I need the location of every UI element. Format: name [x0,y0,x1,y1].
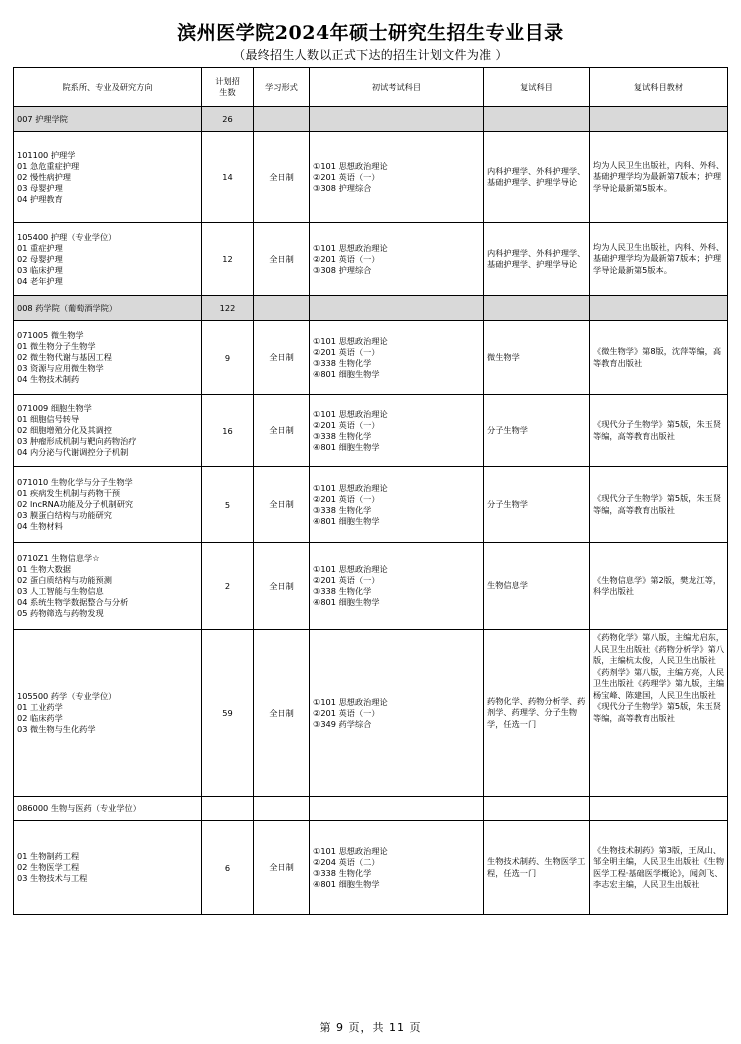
program-mode: 全日制 [254,132,310,223]
empty-cell [590,797,728,821]
direction-item: 04 老年护理 [17,275,63,286]
program-retest-books: 《药物化学》第八版，主编尤启东，人民卫生出版社《药物分析学》第八版，主编杭太俊，人民卫生出版社《药剂学》第八版，主编方亮，人民卫生出版社《药理学》第九版，主编杨宝峰、陈建国，人民卫生出版社《现代分子生物学》第5版，朱玉贤等编，高等教育出版社 [590,630,728,797]
program-plan: 12 [202,223,254,296]
program-retest-books: 均为人民卫生出版社，内科、外科、基础护理学均为最新第7版本；护理学导论最新第5版本。 [590,223,728,296]
program-retest-books: 《微生物学》第8版，沈萍等编，高等教育出版社 [590,321,728,395]
exam-subject: ②201 英语（一） [313,419,380,430]
program-mode: 全日制 [254,630,310,797]
exam-subject: ③308 护理综合 [313,182,372,193]
program-title: 0710Z1 生物信息学☆ [17,553,100,563]
program-plan: 16 [202,395,254,467]
program-retest-subjects: 药物化学、药物分析学、药剂学、药理学、分子生物学，任选一门 [484,630,590,797]
exam-subject: ②201 英语（一） [313,346,380,357]
empty-cell [590,296,728,321]
header-mode: 学习形式 [254,68,310,107]
page-subtitle: （最终招生人数以正式下达的招生计划文件为准 ） [233,48,508,62]
section-plan: 26 [202,107,254,132]
program-plan: 5 [202,467,254,543]
program-plan: 6 [202,821,254,915]
program-directions [14,321,202,395]
direction-item: 04 内分泌与代谢调控分子机制 [17,447,129,457]
program-retest-subjects: 分子生物学 [484,467,590,543]
empty-cell [310,797,484,821]
subheader-row [14,797,728,821]
direction-item: 01 疾病发生机制与药物干预 [17,488,121,498]
program-plan: 59 [202,630,254,797]
program-title: 105400 护理（专业学位） [17,231,117,242]
program-directions [14,630,202,797]
program-mode: 全日制 [254,321,310,395]
direction-item: 02 蛋白质结构与功能预测 [17,575,112,585]
exam-subject: ③349 药学综合 [313,718,372,729]
exam-subject: ④801 细胞生物学 [313,368,380,379]
catalog-table [13,67,728,915]
exam-subject: ③338 生物化学 [313,357,372,368]
program-retest-books: 《生物信息学》第2版，樊龙江等，科学出版社 [590,543,728,630]
section-plan: 122 [202,296,254,321]
program-plan: 2 [202,543,254,630]
empty-cell [254,296,310,321]
exam-subject: ②201 英语（一） [313,171,380,182]
exam-subject: ①101 思想政治理论 [313,242,388,253]
program-retest-books: 《现代分子生物学》第5版，朱玉贤等编，高等教育出版社 [590,467,728,543]
program-mode: 全日制 [254,821,310,915]
direction-item: 04 护理教育 [17,193,63,204]
direction-item: 03 资源与应用微生物学 [17,363,104,373]
direction-item: 03 临床护理 [17,264,63,275]
empty-cell [590,107,728,132]
program-retest-subjects: 生物信息学 [484,543,590,630]
program-retest-books: 《生物技术制药》第3版，王凤山、邹全明主编，人民卫生出版社《生物医学工程·基础医学概论》，闻剑飞、李志宏主编，人民卫生出版社 [590,821,728,915]
program-exam-subjects [310,543,484,630]
exam-subject: ②201 英语（一） [313,707,380,718]
program-title: 071009 细胞生物学 [17,403,92,413]
section-row [14,107,728,132]
program-row [14,321,728,395]
header-dept: 院系所、专业及研究方向 [14,68,202,107]
program-mode: 全日制 [254,543,310,630]
exam-subject: ①101 思想政治理论 [313,160,388,171]
direction-item: 02 生物医学工程 [17,862,80,872]
exam-subject: ①101 思想政治理论 [313,335,388,346]
section-name: 007 护理学院 [14,107,202,132]
program-retest-subjects: 生物技术制药、生物医学工程，任选一门 [484,821,590,915]
program-exam-subjects [310,630,484,797]
program-directions [14,821,202,915]
empty-cell [484,797,590,821]
section-row [14,296,728,321]
header-retest: 复试科目 [484,68,590,107]
table-header-row [14,68,728,107]
program-directions [14,543,202,630]
program-title: 105500 药学（专业学位） [17,691,117,701]
exam-subject: ②201 英语（一） [313,575,380,585]
exam-subject: ①101 思想政治理论 [313,482,388,493]
page-footer: 第 9 页，共 11 页 [319,1021,422,1034]
program-directions [14,223,202,296]
direction-item: 01 工业药学 [17,702,63,712]
program-retest-subjects: 内科护理学、外科护理学、基础护理学、护理学导论 [484,132,590,223]
program-mode: 全日制 [254,395,310,467]
program-retest-subjects: 微生物学 [484,321,590,395]
program-retest-subjects: 分子生物学 [484,395,590,467]
header-books: 复试科目教材 [590,68,728,107]
exam-subject: ①101 思想政治理论 [313,696,388,707]
section-name: 008 药学院（葡萄酒学院） [14,296,202,321]
exam-subject: ①101 思想政治理论 [313,845,388,856]
direction-item: 01 生物大数据 [17,564,71,574]
program-mode: 全日制 [254,467,310,543]
program-title: 071010 生物化学与分子生物学 [17,477,133,487]
direction-item: 05 药物筛选与药物发现 [17,608,104,618]
direction-item: 02 母婴护理 [17,253,63,264]
program-row [14,395,728,467]
direction-item: 01 微生物分子生物学 [17,341,96,351]
direction-item: 03 微生物与生化药学 [17,724,96,734]
program-plan: 14 [202,132,254,223]
exam-subject: ③338 生物化学 [313,867,372,878]
program-row [14,630,728,797]
program-retest-books: 《现代分子生物学》第5版，朱玉贤等编，高等教育出版社 [590,395,728,467]
program-plan: 9 [202,321,254,395]
empty-cell [484,296,590,321]
direction-item: 04 生物技术制药 [17,374,80,384]
program-directions [14,467,202,543]
subheader-name: 086000 生物与医药（专业学位） [14,797,202,821]
direction-item: 02 慢性病护理 [17,171,71,182]
program-exam-subjects [310,223,484,296]
program-exam-subjects [310,821,484,915]
empty-cell [202,797,254,821]
exam-subject: ②204 英语（二） [313,856,380,867]
program-exam-subjects [310,132,484,223]
empty-cell [310,107,484,132]
direction-item: 04 系统生物学数据整合与分析 [17,597,129,607]
empty-cell [484,107,590,132]
exam-subject: ④801 细胞生物学 [313,878,380,889]
exam-subject: ④801 细胞生物学 [313,597,380,607]
program-retest-subjects: 内科护理学、外科护理学、基础护理学、护理学导论 [484,223,590,296]
program-row [14,132,728,223]
exam-subject: ①101 思想政治理论 [313,564,388,574]
direction-item: 03 生物技术与工程 [17,873,88,883]
direction-item: 03 人工智能与生物信息 [17,586,104,596]
exam-subject: ③338 生物化学 [313,430,372,441]
program-title: 071005 微生物学 [17,330,84,340]
direction-item: 01 细胞信号转导 [17,414,80,424]
exam-subject: ④801 细胞生物学 [313,515,380,526]
direction-item: 04 生物材料 [17,521,63,531]
direction-item: 02 微生物代谢与基因工程 [17,352,112,362]
program-retest-books: 均为人民卫生出版社，内科、外科、基础护理学均为最新第7版本；护理学导论最新第5版本。 [590,132,728,223]
page-title: 滨州医学院2024年硕士研究生招生专业目录 [177,22,564,44]
header-plan-text: 计划招生数 [215,76,240,97]
empty-cell [310,296,484,321]
exam-subject: ④801 细胞生物学 [313,441,380,452]
direction-item: 03 肿瘤形成机制与靶向药物治疗 [17,436,137,446]
program-exam-subjects [310,395,484,467]
exam-subject: ①101 思想政治理论 [313,408,388,419]
header-exam: 初试考试科目 [310,68,484,107]
direction-item: 02 临床药学 [17,713,63,723]
program-directions [14,132,202,223]
program-mode: 全日制 [254,223,310,296]
exam-subject: ③338 生物化学 [313,586,372,596]
direction-item: 03 母婴护理 [17,182,63,193]
exam-subject: ②201 英语（一） [313,493,380,504]
program-row [14,467,728,543]
direction-item: 01 重症护理 [17,242,63,253]
program-exam-subjects [310,321,484,395]
direction-item: 03 膜蛋白结构与功能研究 [17,510,112,520]
direction-item: 02 细胞增殖分化及其调控 [17,425,112,435]
exam-subject: ③338 生物化学 [313,504,372,515]
direction-item: 02 lncRNA功能及分子机制研究 [17,499,134,509]
program-row [14,223,728,296]
program-exam-subjects [310,467,484,543]
program-directions [14,395,202,467]
direction-item: 01 生物制药工程 [17,851,80,861]
exam-subject: ②201 英语（一） [313,253,380,264]
empty-cell [254,797,310,821]
program-row [14,543,728,630]
exam-subject: ③308 护理综合 [313,264,372,275]
program-row [14,821,728,915]
program-title: 101100 护理学 [17,149,76,160]
direction-item: 01 急危重症护理 [17,160,80,171]
header-plan [202,68,254,107]
empty-cell [254,107,310,132]
